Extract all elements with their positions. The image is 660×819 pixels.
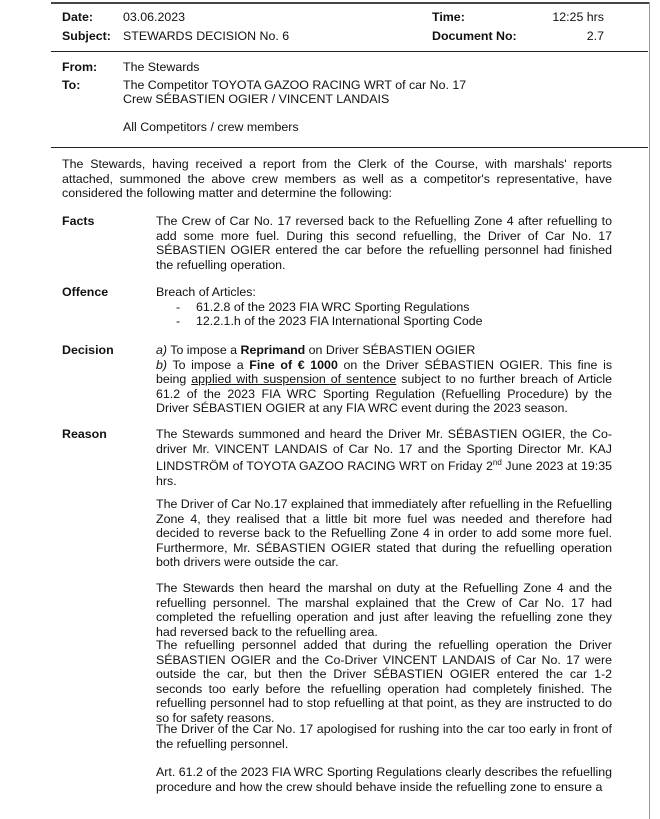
reason-p6: Art. 61.2 of the 2023 FIA WRC Sporting Regulations clearly describes the refuelling procedure and how the crew should behave inside the refuelling zone to ensure a [156,765,612,794]
time-value: 12:25 hrs [552,10,604,24]
reason-label: Reason [62,427,107,441]
decision-b: b) To impose a Fine of € 1000 on the Driver SÉBASTIEN OGIER. This fine is being applied with suspension of sentence subject to no further breach of Article 61.2 of the 2023 FIA WRC Sporting Regulation (Refuelling Procedure) by the Driver SÉBASTIEN OGIER at any FIA WRC event during the 2023 season. [156,357,613,415]
document-no-label: Document No: [432,29,517,43]
offence-list [156,300,612,329]
to-line-1: The Competitor TOYOTA GAZOO RACING WRT of car No. 17 [123,78,467,92]
offence-item: - 12.2.1.h of the 2023 FIA International Sporting Code [176,314,483,328]
reason-p2: The Driver of Car No.17 explained that immediately after refuelling in the Refuelling Zone 4, they realised that a little bit more fuel was needed and therefore had decided to reverse back to the Refuelling Zone 4 in order to add some more fuel. Furthermore, Mr. SÉBASTIEN OGIER stated that during the refuelling operation both drivers were outside the car. [156,497,612,569]
document-no-value: 2.7 [586,29,604,43]
decision-label: Decision [62,343,114,357]
subject-label: Subject: [62,29,111,43]
facts-label: Facts [62,214,95,228]
subject-value: STEWARDS DECISION No. 6 [123,29,290,43]
header-divider [51,51,648,52]
address-divider [51,147,648,148]
date-value: 03.06.2023 [123,10,186,24]
right-page-edge [649,2,650,819]
intro-paragraph: The Stewards, having received a report from the Clerk of the Course, with marshals' reports attached, summoned the above crew members as well as a competitor's representative, have considered the following matter and determine the following: [62,157,612,200]
decision-a: a) To impose a Reprimand on Driver SÉBASTIEN OGIER [156,343,476,357]
decision-body [156,343,612,416]
offence-intro: Breach of Articles: [156,285,256,299]
top-rule [51,2,650,4]
reason-p1: The Stewards summoned and heard the Driver Mr. SÉBASTIEN OGIER, the Co-driver Mr. VINCENT LANDAIS of Car No. 17 and the Sporting Director Mr. KAJ LINDSTRÖM of TOYOTA GAZOO RACING WRT on Friday 2nd June 2023 at 19:35 hrs. [156,427,612,488]
from-label: From: [62,60,98,74]
from-value: The Stewards [123,60,200,74]
to-line-2: Crew SÉBASTIEN OGIER / VINCENT LANDAIS [123,92,390,106]
to-line-3: All Competitors / crew members [123,120,299,134]
reason-p4: The refuelling personnel added that during the refuelling operation the Driver SÉBASTIEN OGIER and the Co-Driver VINCENT LANDAIS of Car No. 17 were outside the car, but then the Driver SÉBASTIEN OGIER entered the car 1-2 seconds too early before the refuelling operation had completely finished. The refuelling personnel had to stop refuelling at that point, as they are instructed to do so for safety reasons. [156,638,612,725]
offence-body [156,285,612,329]
offence-item: - 61.2.8 of the 2023 FIA WRC Sporting Regulations [176,299,470,314]
to-label: To: [62,78,81,92]
reason-p5: The Driver of the Car No. 17 apologised for rushing into the car too early in front of the refuelling personnel. [156,722,612,751]
date-label: Date: [62,10,93,24]
reason-p3: The Stewards then heard the marshal on duty at the Refuelling Zone 4 and the refuelling personnel. The marshal explained that the Crew of Car No. 17 had completed the refuelling operation and just after leaving the refuelling zone they had reversed back to the refuelling area. [156,581,612,639]
facts-text: The Crew of Car No. 17 reversed back to the Refuelling Zone 4 after refuelling to add some more fuel. During this second refuelling, the Driver of Car No. 17 SÉBASTIEN OGIER entered the car before the refuelling personnel had finished the refuelling operation. [156,214,612,272]
time-label: Time: [432,10,465,24]
offence-label: Offence [62,285,109,299]
